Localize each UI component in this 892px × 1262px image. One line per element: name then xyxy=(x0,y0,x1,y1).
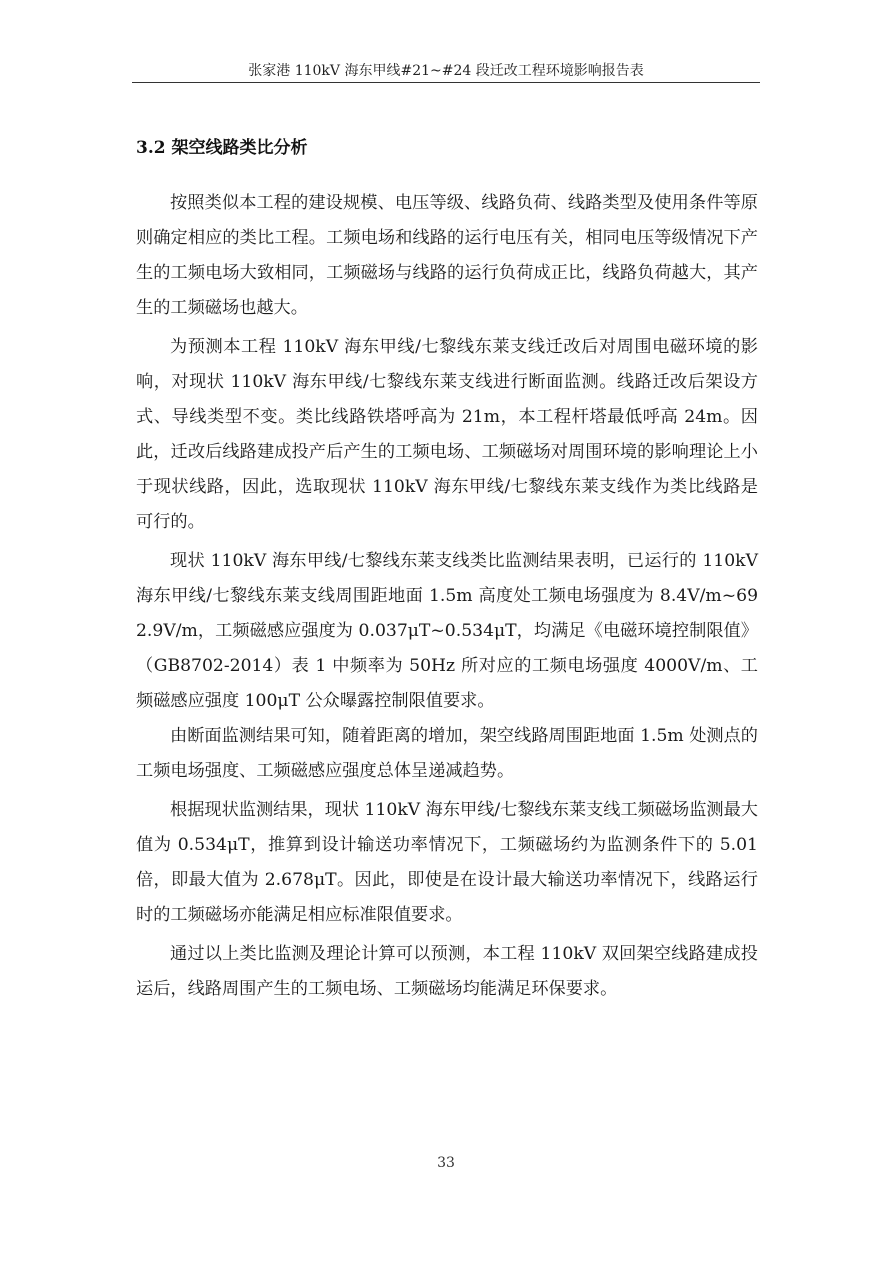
paragraph: 现状 110kV 海东甲线/七黎线东莱支线类比监测结果表明，已运行的 110kV 海东甲线/七黎线东莱支线周围距地面 1.5m 高度处工频电场强度为 8.4V/m~692.9V/m，工频磁感应强度为 0.037μT~0.534μT，均满足《电磁环境控制限值》（GB8702-2014）表 1 中频率为 50Hz 所对应的工频电场强度 4000V/m、工频磁感应强度 100μT 公众曝露控制限值要求。 xyxy=(136,551,758,711)
running-header: 张家港 110kV 海东甲线#21~#24 段迁改工程环境影响报告表 xyxy=(248,63,644,79)
paragraph: 为预测本工程 110kV 海东甲线/七黎线东莱支线迁改后对周围电磁环境的影响，对现状 110kV 海东甲线/七黎线东莱支线进行断面监测。线路迁改后架设方式、导线类型不变。类比线路铁塔呼高为 21m，本工程杆塔最低呼高 24m。因此，迁改后线路建成投产后产生的工频电场、工频磁场对周围环境的影响理论上小于现状线路，因此，选取现状 110kV 海东甲线/七黎线东莱支线作为类比线路是可行的。 xyxy=(136,337,758,532)
paragraph: 通过以上类比监测及理论计算可以预测，本工程 110kV 双回架空线路建成投运后，线路周围产生的工频电场、工频磁场均能满足环保要求。 xyxy=(136,944,758,999)
page-number: 33 xyxy=(437,1155,455,1171)
section-heading: 3.2 架空线路类比分析 xyxy=(136,138,308,158)
body-text xyxy=(136,186,758,1007)
paragraph: 根据现状监测结果，现状 110kV 海东甲线/七黎线东莱支线工频磁场监测最大值为 0.534μT，推算到设计输送功率情况下，工频磁场约为监测条件下的 5.01 倍，即最大值为 2.678μT。因此，即使是在设计最大输送功率情况下，线路运行时的工频磁场亦能满足相应标准限值要求。 xyxy=(136,800,758,925)
header-divider xyxy=(132,82,760,83)
paragraph: 由断面监测结果可知，随着距离的增加，架空线路周围距地面 1.5m 处测点的工频电场强度、工频磁感应强度总体呈递减趋势。 xyxy=(136,726,758,781)
paragraph: 按照类似本工程的建设规模、电压等级、线路负荷、线路类型及使用条件等原则确定相应的类比工程。工频电场和线路的运行电压有关，相同电压等级情况下产生的工频电场大致相同，工频磁场与线路的运行负荷成正比，线路负荷越大，其产生的工频磁场也越大。 xyxy=(136,193,758,318)
